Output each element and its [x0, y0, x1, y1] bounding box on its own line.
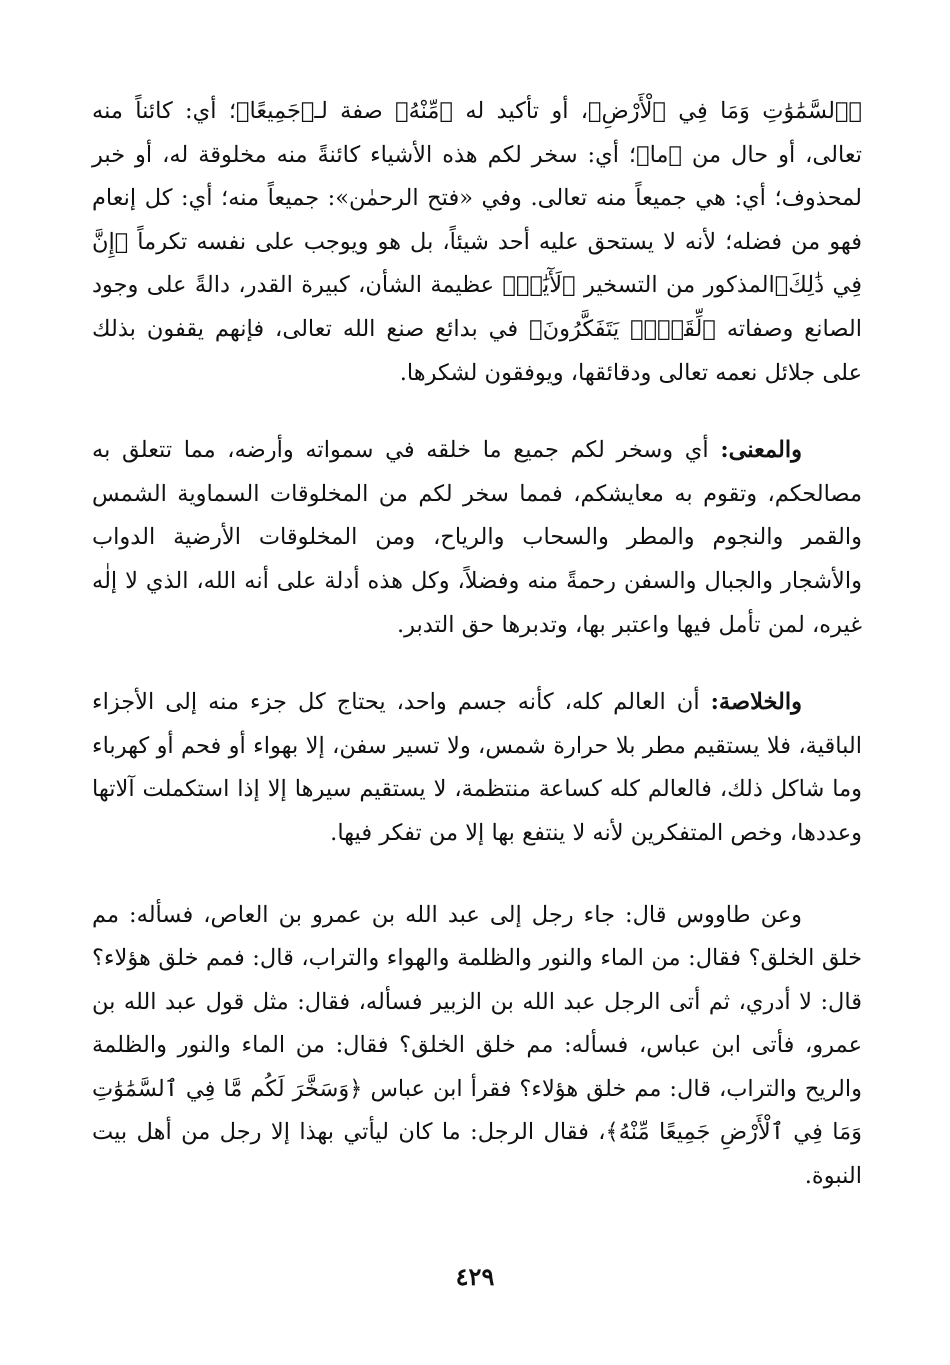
tafsir-text: ﴿ٱلسَّمَٰوَٰتِ وَمَا فِي ٱلْأَرْضِ﴾، أو تأكيد له ﴿مِّنْهُ﴾ صفة لـ﴿جَمِيعًا﴾؛ أي: كائناً منه تعالى، أو حال من ﴿ما﴾؛ أي: سخر لكم هذه الأشياء كائنةً منه مخلوقة له، أو خبر لمحذوف؛ أي: هي جميعاً منه تعالى. وفي «فتح الرحمٰن»: جميعاً منه؛ أي: كل إنعام فهو من فضله؛ لأنه لا يستحق عليه أحد شيئاً، بل هو ويوجب على نفسه تكرماً ﴿إِنَّ فِي ذَٰلِكَ﴾المذكور من التسخير ﴿لَأٓيَٰتٖ﴾ عظيمة الشأن، كبيرة القدر، دالةً على وجود الصانع وصفاته ﴿لِّقَوۡمٖ يَتَفَكَّرُونَ﴾ في بدائع صنع الله تعالى، فإنهم يقفون بذلك على جلائل نعمه تعالى ودقائقها، ويوفقون لشكرها.: [92, 98, 862, 386]
page-number: ٤٢٩: [455, 1262, 495, 1291]
meaning-paragraph: [92, 429, 862, 647]
summary-text: أن العالم كله، كأنه جسم واحد، يحتاج كل جزء منه إلى الأجزاء الباقية، فلا يستقيم مطر بلا حرارة شمس، ولا تسير سفن، إلا بهواء أو فحم أو كهرباء وما شاكل ذلك، فالعالم كله كساعة منتظمة، لا يستقيم سيرها إلا إذا استكملت آلاتها وعددها، وخص المتفكرين لأنه لا ينتفع بها إلا من تفكر فيها.: [92, 689, 862, 846]
tafsir-paragraph: [92, 90, 862, 395]
meaning-term: والمعنى:: [720, 437, 802, 464]
narration-paragraph: [92, 894, 862, 1199]
paragraph-gap: [92, 856, 862, 894]
page-body: [92, 90, 862, 1199]
paragraph-gap: [92, 647, 862, 681]
summary-paragraph: [92, 681, 862, 855]
narration-text: وعن طاووس قال: جاء رجل إلى عبد الله بن عمرو بن العاص، فسأله: مم خلق الخلق؟ فقال: من الماء والنور والظلمة والهواء والتراب، قال: فمم خلق هؤلاء؟ قال: لا أدري، ثم أتى الرجل عبد الله بن الزبير فسأله، فقال: مثل قول عبد الله بن عمرو، فأتى ابن عباس، فسأله: مم خلق الخلق؟ فقال: من الماء والنور والظلمة والريح والتراب، قال: مم خلق هؤلاء؟ فقرأ ابن عباس ﴿وَسَخَّرَ لَكُم مَّا فِي ٱلسَّمَٰوَٰتِ وَمَا فِي ٱلْأَرْضِ جَمِيعًا مِّنْهُ﴾، فقال الرجل: ما كان ليأتي بهذا إلا رجل من أهل بيت النبوة.: [92, 901, 862, 1190]
paragraph-gap: [92, 395, 862, 429]
meaning-text: أي وسخر لكم جميع ما خلقه في سمواته وأرضه، مما تتعلق به مصالحكم، وتقوم به معايشكم، فمما سخر لكم من المخلوقات السماوية الشمس والقمر والنجوم والمطر والسحاب والرياح، ومن المخلوقات الأرضية الدواب والأشجار والجبال والسفن رحمةً منه وفضلاً، وكل هذه أدلة على أنه الله، الذي لا إلٰه غيره، لمن تأمل فيها واعتبر بها، وتدبرها حق التدبر.: [92, 437, 862, 638]
summary-term: والخلاصة:: [710, 689, 802, 716]
